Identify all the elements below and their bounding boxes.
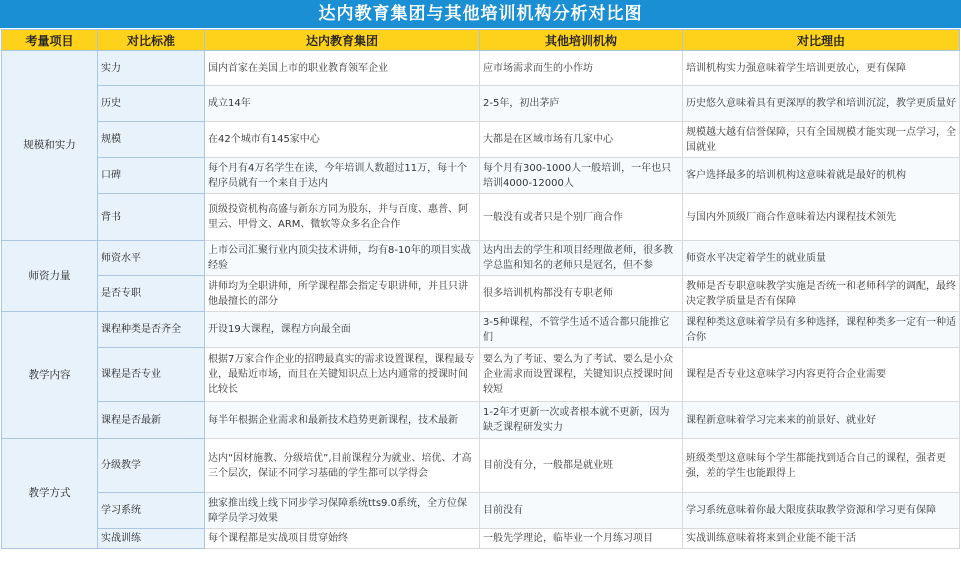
category-cell: 教学内容 — [2, 312, 98, 439]
criterion-cell: 背书 — [98, 194, 205, 241]
tarena-cell: 独家推出线上线下同步学习保障系统tts9.0系统，全方位保障学员学习效果 — [205, 493, 480, 529]
tarena-cell: 每个月有4万名学生在读，今年培训人数超过11万，每十个程序员就有一个来自于达内 — [205, 158, 480, 194]
reason-cell: 客户选择最多的培训机构这意味着就是最好的机构 — [683, 158, 960, 194]
reason-cell: 规模越大越有信誉保障，只有全国规模才能实现一点学习，全国就业 — [683, 122, 960, 158]
tarena-cell: 在42个城市有145家中心 — [205, 122, 480, 158]
criterion-cell: 课程是否最新 — [98, 402, 205, 439]
criterion-cell: 学习系统 — [98, 493, 205, 529]
reason-cell: 课程是否专业这意味学习内容更符合企业需要 — [683, 348, 960, 402]
table-row — [2, 158, 960, 194]
header-others: 其他培训机构 — [480, 30, 683, 51]
tarena-cell: 上市公司汇聚行业内顶尖技术讲师，均有8-10年的项目实战经验 — [205, 241, 480, 276]
others-cell: 3-5种课程，不管学生适不适合都只能推它们 — [480, 312, 683, 348]
header-criterion: 对比标准 — [98, 30, 205, 51]
criterion-cell: 规模 — [98, 122, 205, 158]
comparison-table — [1, 29, 960, 549]
table-row — [2, 493, 960, 529]
table-row — [2, 439, 960, 493]
table-row — [2, 241, 960, 276]
criterion-cell: 分级教学 — [98, 439, 205, 493]
table-row — [2, 529, 960, 549]
tarena-cell: 根据7万家合作企业的招聘最真实的需求设置课程，课程最专业，最贴近市场，而且在关键知识点上达内通常的授课时间比较长 — [205, 348, 480, 402]
tarena-cell: 每半年根据企业需求和最新技术趋势更新课程，技术最新 — [205, 402, 480, 439]
tarena-cell: 顶级投资机构高盛与新东方同为股东，并与百度、惠普、阿里云、甲骨文、ARM、微软等众多名企合作 — [205, 194, 480, 241]
reason-cell: 与国内外顶级厂商合作意味着达内课程技术领先 — [683, 194, 960, 241]
table-row — [2, 86, 960, 122]
table-row — [2, 276, 960, 312]
criterion-cell: 课程种类是否齐全 — [98, 312, 205, 348]
criterion-cell: 课程是否专业 — [98, 348, 205, 402]
tarena-cell: 成立14年 — [205, 86, 480, 122]
others-cell: 应市场需求而生的小作坊 — [480, 51, 683, 86]
others-cell: 每个月有300-1000人一般培训，一年也只培训4000-12000人 — [480, 158, 683, 194]
tarena-cell: 开设19大课程，课程方向最全面 — [205, 312, 480, 348]
criterion-cell: 实战训练 — [98, 529, 205, 549]
criterion-cell: 是否专职 — [98, 276, 205, 312]
reason-cell: 课程新意味着学习完来来的前景好、就业好 — [683, 402, 960, 439]
table-row — [2, 194, 960, 241]
criterion-cell: 实力 — [98, 51, 205, 86]
reason-cell: 课程种类这意味着学员有多种选择，课程种类多一定有一种适合你 — [683, 312, 960, 348]
table-row — [2, 312, 960, 348]
reason-cell: 学习系统意味着你最大限度获取教学资源和学习更有保障 — [683, 493, 960, 529]
page-title: 达内教育集团与其他培训机构分析对比图 — [0, 0, 961, 28]
header-row — [2, 30, 960, 51]
table-row — [2, 51, 960, 86]
tarena-cell: 每个课程都是实战项目贯穿始终 — [205, 529, 480, 549]
tarena-cell: 国内首家在美国上市的职业教育领军企业 — [205, 51, 480, 86]
criterion-cell: 师资水平 — [98, 241, 205, 276]
others-cell: 很多培训机构都没有专职老师 — [480, 276, 683, 312]
category-cell: 师资力量 — [2, 241, 98, 312]
others-cell: 一般先学理论，临毕业一个月练习项目 — [480, 529, 683, 549]
criterion-cell: 历史 — [98, 86, 205, 122]
reason-cell: 师资水平决定着学生的就业质量 — [683, 241, 960, 276]
others-cell: 2-5年，初出茅庐 — [480, 86, 683, 122]
others-cell: 一般没有或者只是个别厂商合作 — [480, 194, 683, 241]
reason-cell: 历史悠久意味着具有更深厚的教学和培训沉淀，教学更质量好 — [683, 86, 960, 122]
tarena-cell: 讲师均为全职讲师，所学课程都会指定专职讲师，并且只讲他最擅长的部分 — [205, 276, 480, 312]
reason-cell: 教师是否专职意味教学实施是否统一和老师科学的调配，最终决定教学质量是否有保障 — [683, 276, 960, 312]
table-row — [2, 122, 960, 158]
table-row — [2, 348, 960, 402]
table-row — [2, 402, 960, 439]
others-cell: 大都是在区域市场有几家中心 — [480, 122, 683, 158]
criterion-cell: 口碑 — [98, 158, 205, 194]
header-category: 考量项目 — [2, 30, 98, 51]
category-cell: 教学方式 — [2, 439, 98, 549]
others-cell: 要么为了考证、要么为了考试、要么是小众企业需求而设置课程，关键知识点授课时间较短 — [480, 348, 683, 402]
reason-cell: 培训机构实力强意味着学生培训更放心，更有保障 — [683, 51, 960, 86]
tarena-cell: 达内“因材施教、分级培优”,目前课程分为就业、培优、才高三个层次，保证不同学习基础的学生都可以学得会 — [205, 439, 480, 493]
reason-cell: 班级类型这意味每个学生都能找到适合自己的课程，强者更强，差的学生也能跟得上 — [683, 439, 960, 493]
reason-cell: 实战训练意味着将来到企业能不能干活 — [683, 529, 960, 549]
others-cell: 目前没有 — [480, 493, 683, 529]
others-cell: 1-2年才更新一次或者根本就不更新，因为缺乏课程研发实力 — [480, 402, 683, 439]
header-reason: 对比理由 — [683, 30, 960, 51]
others-cell: 目前没有分，一般都是就业班 — [480, 439, 683, 493]
category-cell: 规模和实力 — [2, 51, 98, 241]
header-tarena: 达内教育集团 — [205, 30, 480, 51]
others-cell: 达内出去的学生和项目经理做老师，很多教学总监和知名的老师只是冠名，但不参 — [480, 241, 683, 276]
